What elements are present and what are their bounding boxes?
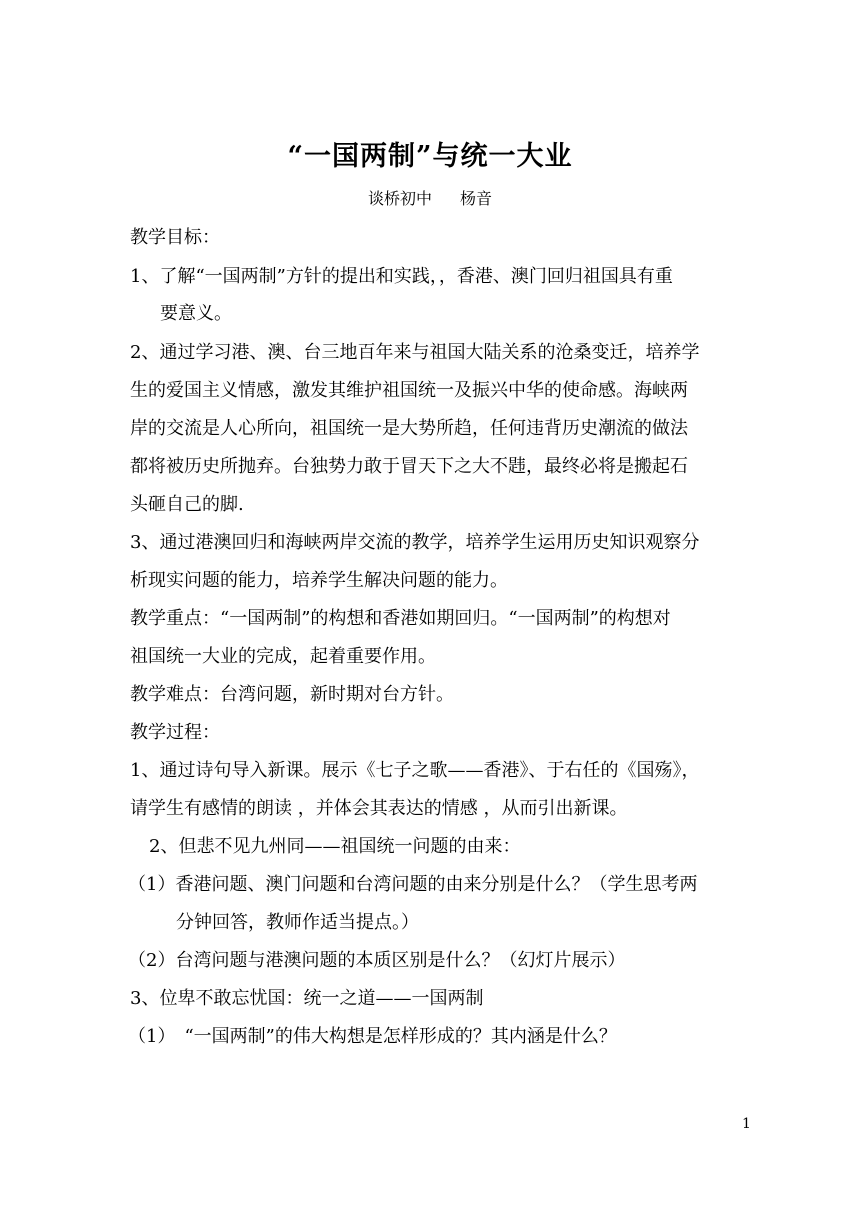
text-line: 教学难点：台湾问题，新时期对台方针。 [130, 684, 454, 705]
author-name: 杨音 [460, 189, 493, 208]
text-line: 都将被历史所抛弃。台独势力敢于冒天下之大不韪，最终必将是搬起石 [130, 456, 688, 477]
text-line: （2）台湾问题与港澳问题的本质区别是什么？（幻灯片展示） [128, 950, 626, 971]
text-line: 教学过程： [130, 722, 220, 743]
text-line: （1） “一国两制”的伟大构想是怎样形成的？其内涵是什么？ [128, 1026, 617, 1047]
text-line: （1）香港问题、澳门问题和台湾问题的由来分别是什么？（学生思考两 [128, 874, 698, 895]
text-line: 岸的交流是人心所向，祖国统一是大势所趋，任何违背历史潮流的做法 [130, 418, 688, 439]
text-line: 2、通过学习港、澳、台三地百年来与祖国大陆关系的沧桑变迁，培养学 [130, 342, 700, 363]
text-line: 教学目标： [130, 227, 220, 248]
text-line: 要意义。 [160, 303, 232, 324]
text-line: 请学生有感情的朗读 ，并体会其表达的情感 ，从而引出新课。 [130, 798, 628, 819]
text-line: 3、通过港澳回归和海峡两岸交流的教学，培养学生运用历史知识观察分 [130, 532, 700, 553]
text-line: 1、通过诗句导入新课。展示《七子之歌——香港》、于右任的《国殇》， [130, 760, 700, 781]
page-number: 1 [742, 1116, 751, 1132]
school-name: 谈桥初中 [367, 189, 432, 208]
text-line: 3、位卑不敢忘忧国：统一之道——一国两制 [130, 988, 484, 1009]
text-line: 2、但悲不见九州同——祖国统一问题的由来： [149, 836, 521, 857]
text-line: 教学重点：“一国两制”的构想和香港如期回归。“一国两制”的构想对 [130, 608, 671, 629]
text-line: 生的爱国主义情感，激发其维护祖国统一及振兴中华的使命感。海峡两 [130, 380, 688, 401]
text-line: 头砸自己的脚. [130, 494, 244, 515]
text-line: 析现实问题的能力，培养学生解决问题的能力。 [130, 570, 508, 591]
text-line: 祖国统一大业的完成，起着重要作用。 [130, 646, 436, 667]
author-line [0, 186, 860, 209]
document-title: “一国两制”与统一大业 [287, 141, 573, 172]
text-line: 1、了解“一国两制”方针的提出和实践，，香港、澳门回归祖国具有重 [130, 266, 673, 287]
text-line: 分钟回答，教师作适当提点。） [176, 912, 419, 933]
